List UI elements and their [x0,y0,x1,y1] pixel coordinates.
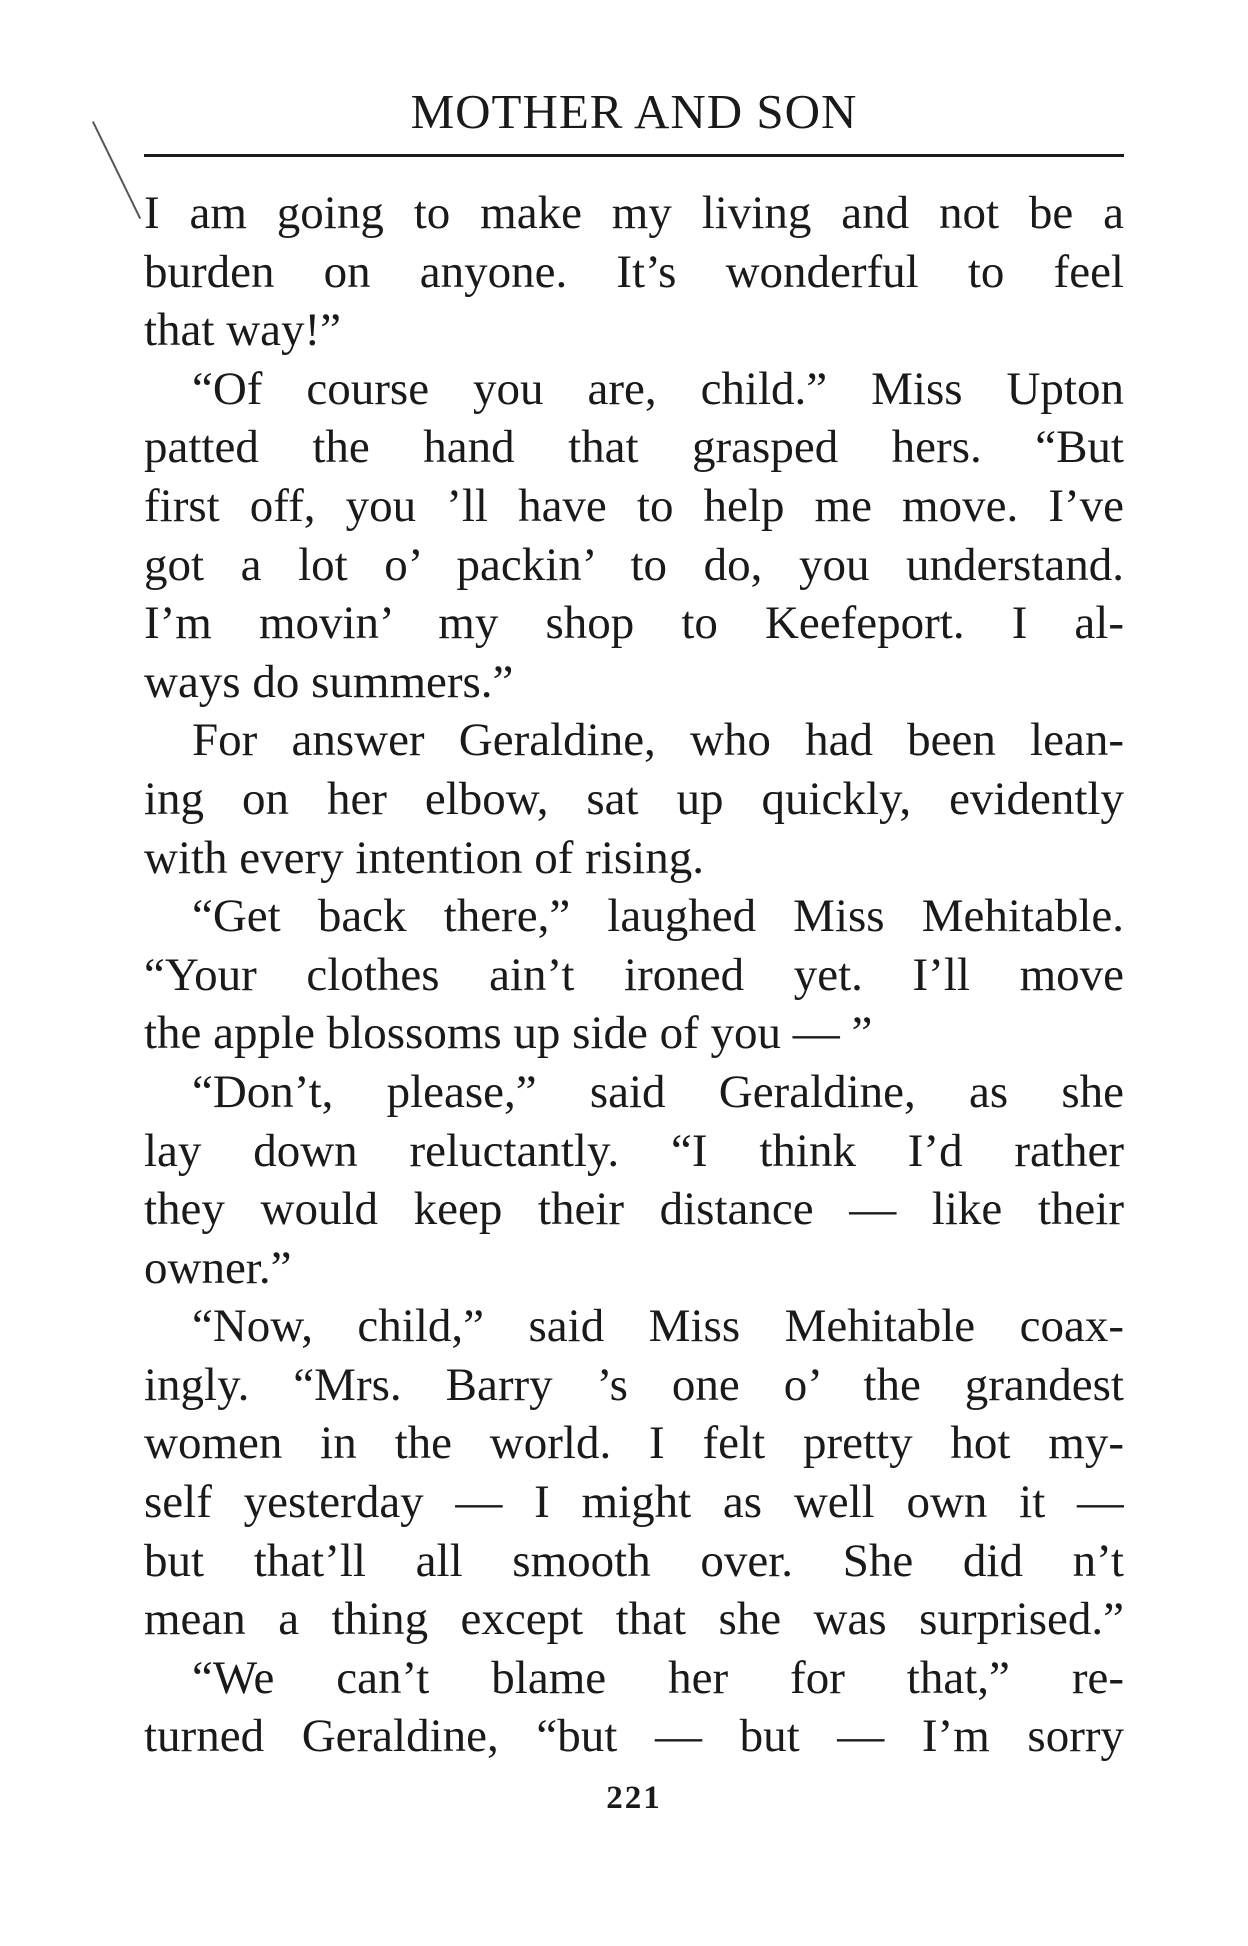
header-rule [144,154,1124,157]
paragraph [144,184,1124,360]
text-line: turned Geraldine, “but — but — I’m sorry [144,1710,1124,1763]
paragraph [144,1297,1124,1649]
text-line: they would keep their distance — like their [144,1183,1124,1236]
text-line: “Of course you are, child.” Miss Upton [192,362,1124,415]
text-line: with every intention of rising. [144,831,704,884]
text-line: “Your clothes ain’t ironed yet. I’ll move [144,948,1124,1001]
text-line: ingly. “Mrs. Barry ’s one o’ the grandest [144,1358,1124,1411]
paragraph [144,1649,1124,1766]
paragraph [144,887,1124,1063]
text-line: owner.” [144,1241,292,1294]
text-line: I am going to make my living and not be a [144,187,1124,239]
paragraph [144,1063,1124,1297]
text-line: women in the world. I felt pretty hot my- [144,1417,1124,1470]
text-line: “Don’t, please,” said Geraldine, as she [192,1065,1124,1118]
text-line: that way!” [144,304,342,357]
text-line: “Get back there,” laughed Miss Mehitable. [192,890,1124,943]
text-line: but that’ll all smooth over. She did n’t [144,1534,1124,1587]
text-line: self yesterday — I might as well own it — [144,1476,1124,1529]
text-line: patted the hand that grasped hers. “But [144,421,1124,474]
page-number: 221 [606,1780,662,1816]
body-text [144,184,1124,1766]
text-line: ways do summers.” [144,655,514,708]
text-line: burden on anyone. It’s wonderful to feel [144,245,1124,298]
text-line: lay down reluctantly. “I think I’d rather [144,1124,1124,1177]
text-line: I’m movin’ my shop to Keefeport. I al- [144,597,1124,650]
text-line: “Now, child,” said Miss Mehitable coax- [192,1300,1124,1353]
text-line: first off, you ’ll have to help me move. I’ve [144,479,1124,532]
running-head: MOTHER AND SON [410,84,858,139]
paragraph [144,360,1124,712]
text-line: “We can’t blame her for that,” re- [192,1651,1124,1704]
text-line: mean a thing except that she was surprised.” [144,1593,1124,1646]
margin-mark [92,121,141,219]
text-line: ing on her elbow, sat up quickly, evidently [144,772,1124,825]
text-line: got a lot o’ packin’ to do, you understand. [144,538,1124,591]
paragraph [144,711,1124,887]
text-line: For answer Geraldine, who had been lean- [192,714,1124,767]
text-line: the apple blossoms up side of you — ” [144,1007,873,1060]
